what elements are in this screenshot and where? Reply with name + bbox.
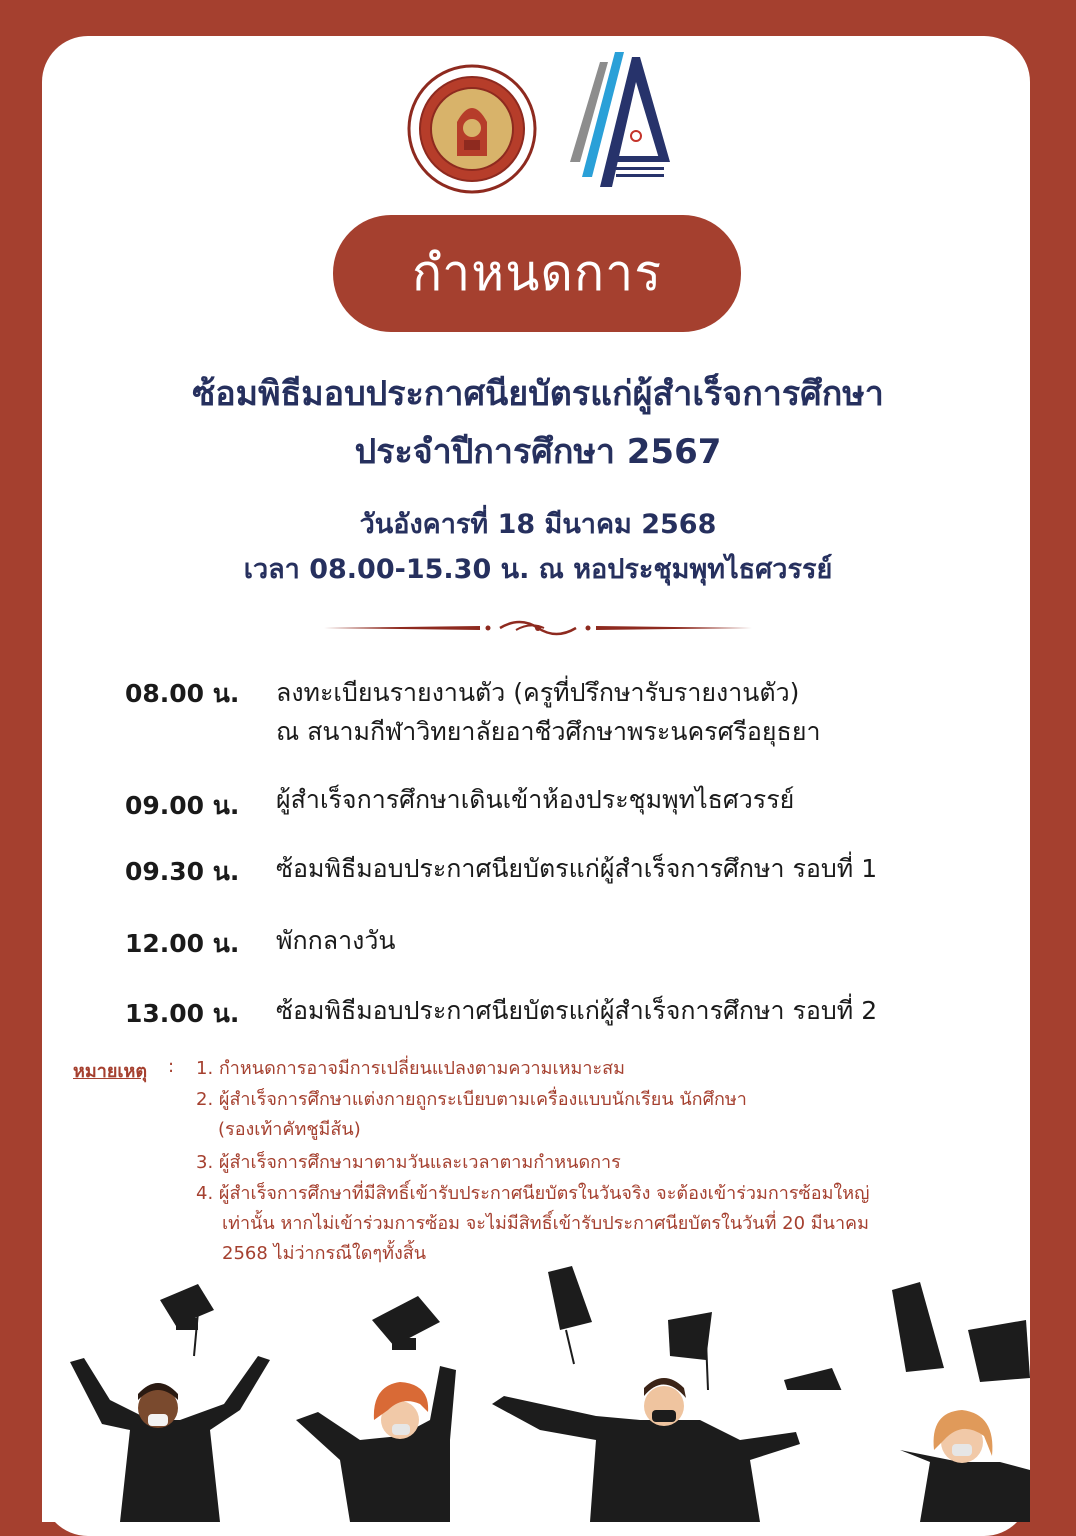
graduation-cap-icon <box>372 1296 440 1350</box>
schedule-desc: ซ้อมพิธีมอบประกาศนียบัตรแก่ผู้สำเร็จการศึกษา รอบที่ 2 <box>276 996 878 1025</box>
note-item-cont: 2568 ไม่ว่ากรณีใดๆทั้งสิ้น <box>222 1243 427 1264</box>
graduation-cap-icon <box>968 1320 1030 1382</box>
event-time-place: เวลา 08.00-15.30 น. ณ หอประชุมพุทไธศวรรย์ <box>243 554 833 585</box>
heading-pill: กำหนดการ <box>333 215 741 332</box>
schedule-desc-line2: ณ สนามกีฬาวิทยาลัยอาชีวศึกษาพระนครศรีอยุธยา <box>276 717 821 746</box>
graduates-illustration <box>0 1262 1076 1522</box>
graduation-cap-icon <box>548 1266 592 1364</box>
schedule-desc: ซ้อมพิธีมอบประกาศนียบัตรแก่ผู้สำเร็จการศึกษา รอบที่ 1 <box>276 854 878 883</box>
schedule-time: 09.30 น. <box>125 857 240 886</box>
title-line-1: ซ้อมพิธีมอบประกาศนียบัตรแก่ผู้สำเร็จการศึกษา <box>192 374 884 414</box>
note-item: 1. กำหนดการอาจมีการเปลี่ยนแปลงตามความเหมาะสม <box>196 1058 626 1079</box>
notes-colon: : <box>168 1056 175 1077</box>
note-item-cont: เท่านั้น หากไม่เข้าร่วมการซ้อม จะไม่มีสิทธิ์เข้ารับประกาศนียบัตรในวันที่ 20 มีนาคม <box>222 1213 869 1234</box>
graduation-cap-icon <box>892 1282 944 1372</box>
note-item-cont: (รองเท้าคัทชูมีส้น) <box>218 1119 361 1140</box>
notes-label: หมายเหตุ <box>73 1061 148 1082</box>
ornament-divider-icon <box>320 612 756 644</box>
graduation-cap-icon <box>160 1284 214 1356</box>
note-item: 4. ผู้สำเร็จการศึกษาที่มีสิทธิ์เข้ารับประกาศนียบัตรในวันจริง จะต้องเข้าร่วมการซ้อมใหญ่ <box>196 1183 870 1204</box>
title-line-2: ประจำปีการศึกษา 2567 <box>354 432 722 472</box>
note-item: 2. ผู้สำเร็จการศึกษาแต่งกายถูกระเบียบตามเครื่องแบบนักเรียน นักศึกษา <box>196 1089 747 1110</box>
graduation-cap-icon <box>668 1312 712 1390</box>
event-date: วันอังคารที่ 18 มีนาคม 2568 <box>359 509 717 540</box>
schedule-time: 09.00 น. <box>125 791 240 820</box>
schedule-desc: ลงทะเบียนรายงานตัว (ครูที่ปรึกษารับรายงานตัว) <box>276 678 800 707</box>
schedule-desc: พักกลางวัน <box>276 926 396 955</box>
schedule-time: 12.00 น. <box>125 929 240 958</box>
schedule-time: 13.00 น. <box>125 999 240 1028</box>
schedule-time: 08.00 น. <box>125 679 240 708</box>
note-item: 3. ผู้สำเร็จการศึกษามาตามวันและเวลาตามกำหนดการ <box>196 1152 621 1173</box>
schedule-desc: ผู้สำเร็จการศึกษาเดินเข้าห้องประชุมพุทไธศวรรย์ <box>276 785 795 814</box>
seal-icon <box>407 64 537 194</box>
college-logo-icon <box>560 52 675 197</box>
